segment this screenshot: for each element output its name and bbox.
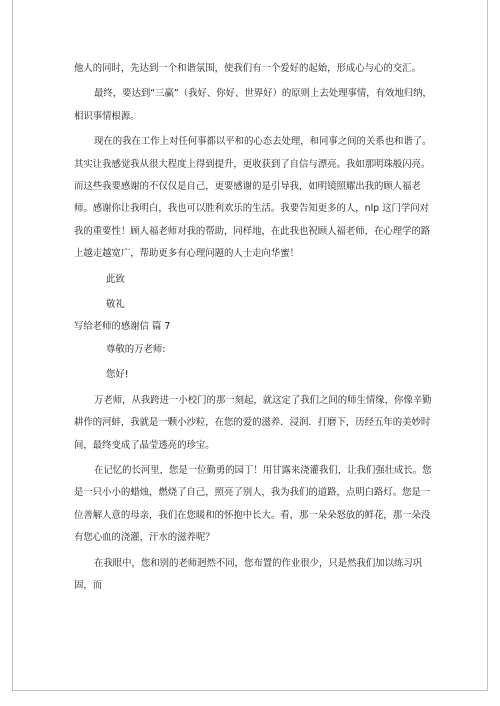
paragraph: 现在的我在工作上对任何事都以平和的心态去处理，和同事之间的关系也和谐了。其实让我感觉我从很大程度上得到提升，更收获到了自信与漂亮。我如那明珠般闪亮。而这些我要感谢的不仅仅是自己，更要感谢的是引导我，如明镜照耀出我的顾人福老师。感谢你让我明白，我也可以胜利欢乐的生活。我要告知更多的人，nlp 这门学问对我的重要性！顾人福老师对我的帮助，同样地，在此我也祝顾人福老师，在心理学的路上越走越宽广，帮助更多有心理问题的人士走向华蜜！ (74, 136, 432, 260)
document-body (74, 58, 436, 597)
letter-greeting: 尊敬的万老师: (106, 343, 166, 355)
page-border-right (487, 0, 488, 690)
paragraph: 在记忆的长河里，您是一位勤勇的园丁！用甘露来浇灌我们，让我们强壮成长。您是一只小小的蜡烛，燃烧了自己，照亮了别人，我为我们的道路，点明白路灯。您是一位善解人意的母亲，我们在您暖和的怀抱中长大。看，那一朵朵怒放的鲜花，那一朵没有您心血的浇灌，汗水的滋养呢？ (74, 464, 432, 544)
paragraph: 最终，要达到“三赢”（我好、你好、世界好）的原则上去处理事情，有效地归纳，相识事情根源。 (74, 88, 432, 122)
paragraph: 万老师，从我跨进一小校门的那一刻起，就这定了我们之间的师生情缘，你像辛勤耕作的河蚌，我就是一颗小沙粒，在您的爱的滋养．浸润．打磨下，历经五年的美妙时间，最终变成了晶莹透亮的珍宝。 (74, 394, 432, 451)
paragraph: 在我眼中，您和别的老师迥然不同，您布置的作业很少，只是然我们加以练习巩固，而 (74, 557, 423, 591)
page-border-bottom (12, 690, 488, 691)
section-heading: 写给老师的感谢信 篇 7 (74, 321, 171, 333)
page-border-left (12, 0, 13, 690)
salutation-regards: 敬礼 (106, 299, 125, 311)
letter-hello: 您好! (106, 369, 129, 381)
paragraph: 他人的同时，先达到一个和谐氛围，使我们有一个爱好的起始，形成心与心的交汇。 (74, 63, 421, 74)
salutation-closing: 此致 (106, 273, 125, 285)
